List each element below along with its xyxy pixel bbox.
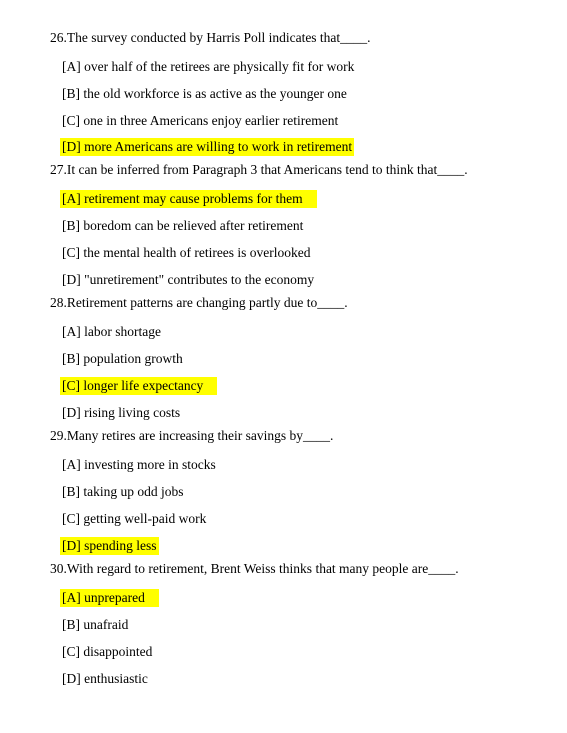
question-26-option-d: [D] more Americans are willing to work in retirement <box>62 139 353 154</box>
question-28-option-b: [B] population growth <box>62 351 183 366</box>
question-27-option-d: [D] "unretirement" contributes to the economy <box>62 272 315 287</box>
question-29-stem: 29.Many retires are increasing their savings by____. <box>50 428 334 443</box>
question-29-option-b: [B] taking up odd jobs <box>62 484 184 499</box>
question-29-option-d: [D] spending less <box>62 538 157 553</box>
question-28-option-c: [C] longer life expectancy <box>60 377 217 395</box>
question-27-option-b: [B] boredom can be relieved after retirement <box>62 218 304 233</box>
question-28-option-a: [A] labor shortage <box>62 324 161 339</box>
question-30-option-b: [B] unafraid <box>62 617 129 632</box>
question-29-option-a: [A] investing more in stocks <box>62 457 216 472</box>
question-26-option-c: [C] one in three Americans enjoy earlier retirement <box>62 113 339 128</box>
question-28-stem: 28.Retirement patterns are changing partly due to____. <box>50 295 348 310</box>
question-26-stem: 26.The survey conducted by Harris Poll indicates that____. <box>50 30 371 45</box>
question-30-option-a: [A] unprepared <box>60 589 159 607</box>
question-26-option-b: [B] the old workforce is as active as the younger one <box>62 86 347 101</box>
question-28-option-d: [D] rising living costs <box>62 405 181 420</box>
question-30-option-d: [D] enthusiastic <box>62 671 148 686</box>
question-30-stem: 30.With regard to retirement, Brent Weiss thinks that many people are____. <box>50 561 459 576</box>
question-26-option-a: [A] over half of the retirees are physically fit for work <box>62 59 355 74</box>
question-27-option-c: [C] the mental health of retirees is overlooked <box>62 245 311 260</box>
question-27-option-a: [A] retirement may cause problems for them <box>60 190 317 208</box>
question-27-stem: 27.It can be inferred from Paragraph 3 that Americans tend to think that____. <box>50 162 468 177</box>
question-30-option-c: [C] disappointed <box>62 644 153 659</box>
question-29-option-c: [C] getting well-paid work <box>62 511 207 526</box>
